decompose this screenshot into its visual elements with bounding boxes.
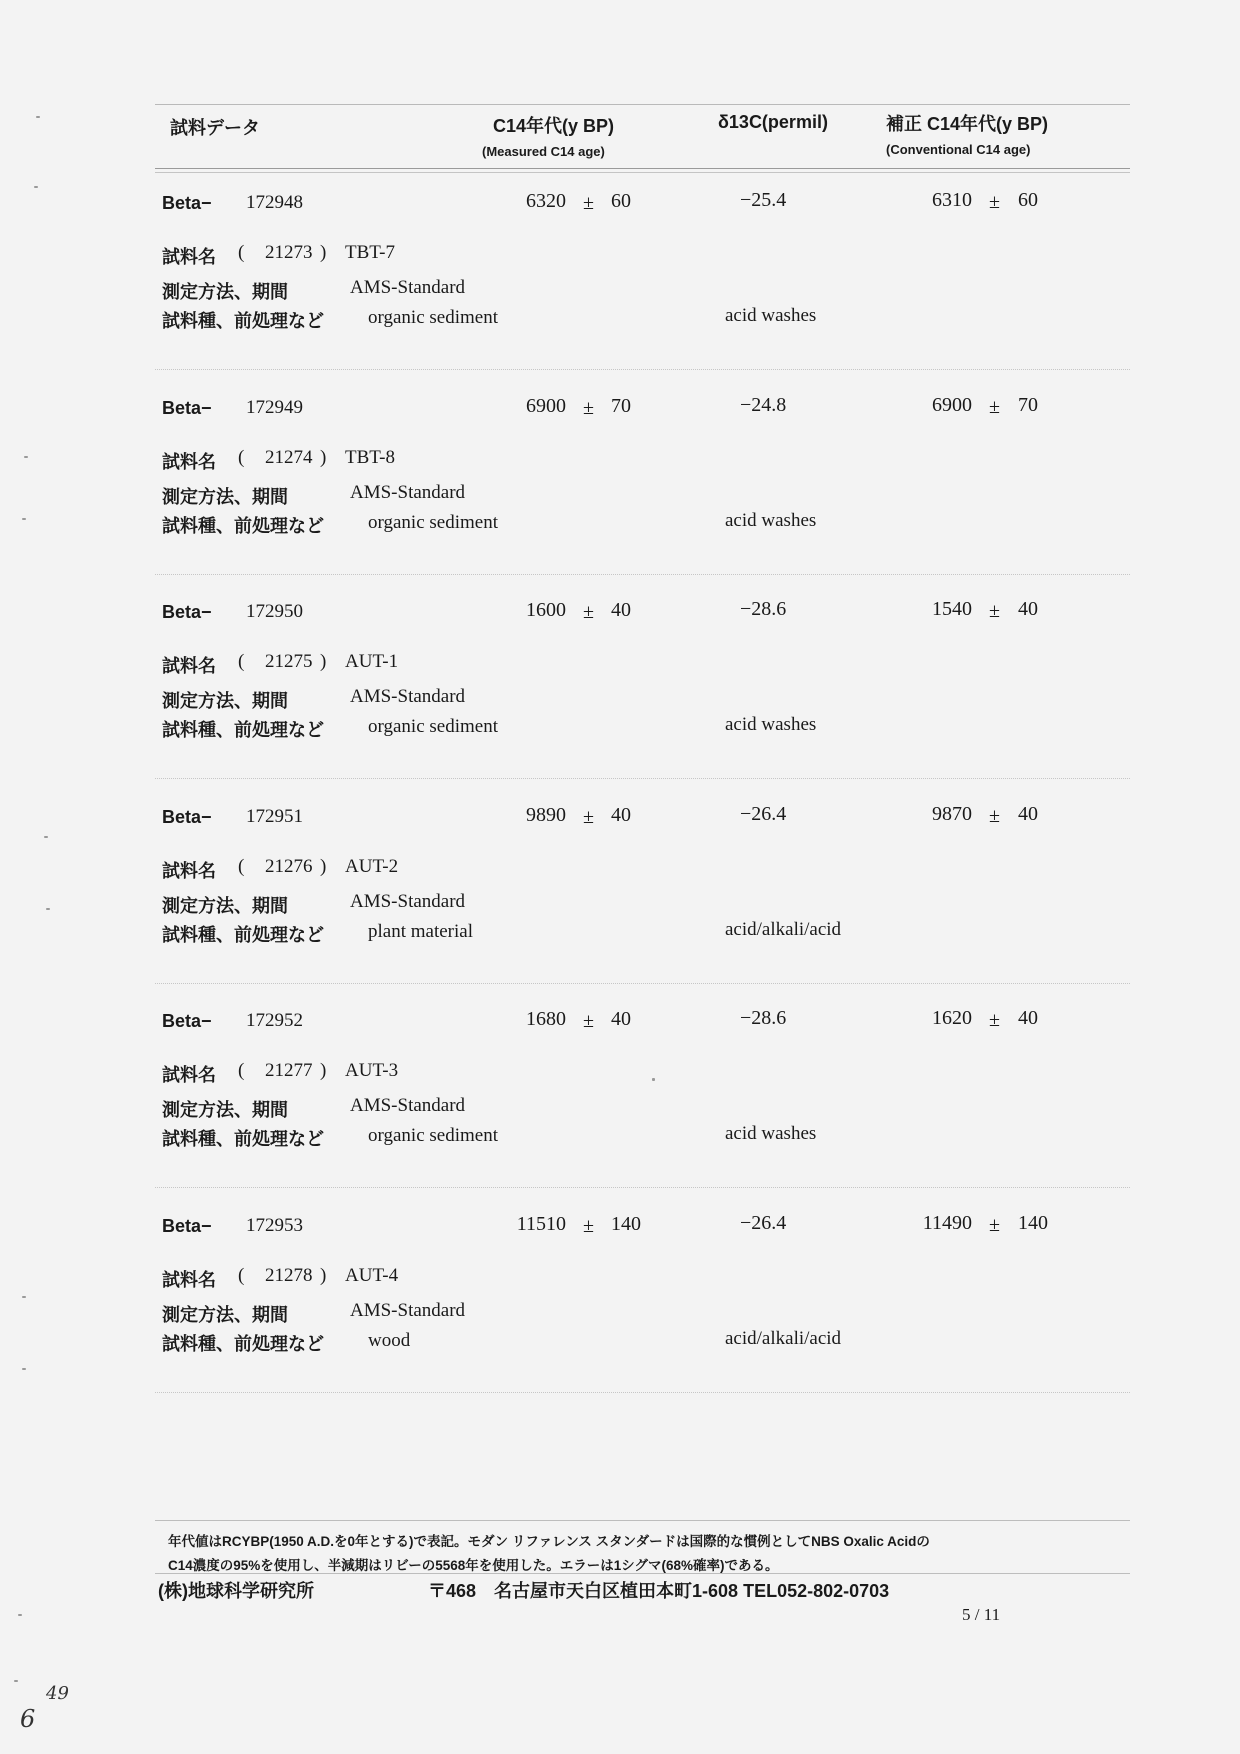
material-label: 試料種、前処理など bbox=[162, 516, 324, 536]
scan-speck bbox=[22, 1368, 26, 1370]
lab-address: 〒468 名古屋市天白区植田本町1-608 TEL052-802-0703 bbox=[428, 1581, 890, 1601]
record-separator bbox=[155, 574, 1130, 575]
conventional-age: 1540 bbox=[932, 598, 972, 620]
pretreatment-value: acid washes bbox=[725, 714, 817, 735]
header-corrected-age: 補正 C14年代(y BP) bbox=[886, 114, 1049, 134]
lab-name: (株)地球科学研究所 bbox=[158, 1581, 314, 1601]
beta-number: 172952 bbox=[246, 1010, 303, 1031]
conventional-age: 11490 bbox=[922, 1212, 972, 1234]
scan-speck bbox=[18, 1614, 22, 1616]
method-value: AMS-Standard bbox=[350, 891, 466, 912]
beta-number: 172948 bbox=[246, 192, 303, 213]
sample-id: AUT-4 bbox=[345, 1265, 399, 1286]
measured-age-plus-minus: ± bbox=[583, 601, 594, 623]
sample-name-label: 試料名 bbox=[162, 1270, 216, 1290]
header-corrected-age-sub: (Conventional C14 age) bbox=[886, 142, 1031, 157]
record-separator bbox=[155, 1392, 1130, 1393]
measured-age-error: 40 bbox=[611, 599, 631, 621]
d13c-value: −25.4 bbox=[740, 189, 787, 211]
footer-note-line-2: C14濃度の95%を使用し、半減期はリビーの5568年を使用した。エラーは1シグマ(68%確率)である。 bbox=[168, 1558, 779, 1573]
sample-name-label: 試料名 bbox=[162, 861, 216, 881]
sample-paren-close: ) bbox=[320, 856, 327, 877]
material-value: wood bbox=[368, 1330, 411, 1351]
sample-paren-close: ) bbox=[320, 1265, 327, 1286]
d13c-value: −28.6 bbox=[740, 598, 787, 620]
conventional-age-error: 40 bbox=[1018, 598, 1038, 620]
material-value: plant material bbox=[368, 921, 473, 942]
method-value: AMS-Standard bbox=[350, 277, 466, 298]
pretreatment-value: acid/alkali/acid bbox=[725, 919, 842, 940]
handwritten-note-b: 6 bbox=[20, 1705, 36, 1733]
material-value: organic sediment bbox=[368, 307, 498, 328]
sample-paren-close: ) bbox=[320, 447, 327, 468]
d13c-value: −26.4 bbox=[740, 1212, 787, 1234]
header-bottom-rule bbox=[155, 168, 1130, 173]
sample-paren-open: ( bbox=[238, 1265, 245, 1286]
beta-label: Beta− bbox=[162, 193, 212, 213]
conventional-age-plus-minus: ± bbox=[989, 1009, 1000, 1031]
method-label: 測定方法、期間 bbox=[162, 896, 288, 916]
measured-age: 9890 bbox=[526, 804, 566, 826]
sample-id: AUT-1 bbox=[345, 651, 399, 672]
record-separator bbox=[155, 983, 1130, 984]
measured-age-error: 60 bbox=[611, 190, 631, 212]
footer-top-rule bbox=[155, 1520, 1130, 1521]
conventional-age-plus-minus: ± bbox=[989, 1214, 1000, 1236]
material-value: organic sediment bbox=[368, 1125, 498, 1146]
conventional-age-plus-minus: ± bbox=[989, 191, 1000, 213]
handwritten-note-a: 49 bbox=[46, 1683, 69, 1704]
sample-name-label: 試料名 bbox=[162, 247, 216, 267]
beta-number: 172951 bbox=[246, 806, 303, 827]
beta-number: 172950 bbox=[246, 601, 303, 622]
scan-speck bbox=[34, 186, 38, 188]
sample-paren-open: ( bbox=[238, 447, 245, 468]
scan-speck bbox=[24, 456, 28, 458]
d13c-value: −24.8 bbox=[740, 394, 787, 416]
scan-speck bbox=[22, 518, 26, 520]
scan-speck bbox=[22, 1296, 26, 1298]
conventional-age-error: 40 bbox=[1018, 803, 1038, 825]
measured-age: 6900 bbox=[526, 395, 566, 417]
conventional-age: 6900 bbox=[932, 394, 972, 416]
scan-speck bbox=[44, 836, 48, 838]
sample-paren-open: ( bbox=[238, 651, 245, 672]
material-label: 試料種、前処理など bbox=[162, 720, 324, 740]
material-value: organic sediment bbox=[368, 512, 498, 533]
measured-age-error: 40 bbox=[611, 1008, 631, 1030]
conventional-age-error: 70 bbox=[1018, 394, 1038, 416]
method-label: 測定方法、期間 bbox=[162, 282, 288, 302]
measured-age-plus-minus: ± bbox=[583, 1010, 594, 1032]
sample-id: TBT-7 bbox=[345, 242, 395, 263]
method-value: AMS-Standard bbox=[350, 1300, 466, 1321]
scan-speck bbox=[36, 116, 40, 118]
conventional-age: 1620 bbox=[932, 1007, 972, 1029]
beta-label: Beta− bbox=[162, 602, 212, 622]
sample-number: 21275 bbox=[265, 651, 313, 672]
beta-label: Beta− bbox=[162, 807, 212, 827]
scan-speck bbox=[14, 1680, 18, 1682]
material-label: 試料種、前処理など bbox=[162, 925, 324, 945]
method-label: 測定方法、期間 bbox=[162, 1100, 288, 1120]
sample-number: 21274 bbox=[265, 447, 313, 468]
measured-age-plus-minus: ± bbox=[583, 397, 594, 419]
conventional-age: 9870 bbox=[932, 803, 972, 825]
header-sample-data: 試料データ bbox=[170, 118, 260, 138]
conventional-age-error: 140 bbox=[1018, 1212, 1048, 1234]
method-label: 測定方法、期間 bbox=[162, 487, 288, 507]
page-number: 5 / 11 bbox=[962, 1605, 1001, 1624]
conventional-age-plus-minus: ± bbox=[989, 396, 1000, 418]
pretreatment-value: acid/alkali/acid bbox=[725, 1328, 842, 1349]
measured-age: 1680 bbox=[526, 1008, 566, 1030]
conventional-age-error: 60 bbox=[1018, 189, 1038, 211]
method-value: AMS-Standard bbox=[350, 482, 466, 503]
sample-paren-close: ) bbox=[320, 1060, 327, 1081]
sample-number: 21277 bbox=[265, 1060, 313, 1081]
beta-label: Beta− bbox=[162, 1216, 212, 1236]
sample-name-label: 試料名 bbox=[162, 452, 216, 472]
record-separator bbox=[155, 369, 1130, 370]
conventional-age-error: 40 bbox=[1018, 1007, 1038, 1029]
record-separator bbox=[155, 1187, 1130, 1188]
method-value: AMS-Standard bbox=[350, 1095, 466, 1116]
conventional-age-plus-minus: ± bbox=[989, 805, 1000, 827]
conventional-age: 6310 bbox=[932, 189, 972, 211]
measured-age: 1600 bbox=[526, 599, 566, 621]
record-separator bbox=[155, 778, 1130, 779]
sample-paren-open: ( bbox=[238, 242, 245, 263]
pretreatment-value: acid washes bbox=[725, 305, 817, 326]
measured-age: 6320 bbox=[526, 190, 566, 212]
footer-mid-rule bbox=[155, 1573, 1130, 1574]
material-label: 試料種、前処理など bbox=[162, 311, 324, 331]
measured-age: 11510 bbox=[516, 1213, 566, 1235]
sample-number: 21278 bbox=[265, 1265, 313, 1286]
d13c-value: −26.4 bbox=[740, 803, 787, 825]
measured-age-error: 70 bbox=[611, 395, 631, 417]
conventional-age-plus-minus: ± bbox=[989, 600, 1000, 622]
material-label: 試料種、前処理など bbox=[162, 1129, 324, 1149]
material-value: organic sediment bbox=[368, 716, 498, 737]
beta-number: 172949 bbox=[246, 397, 303, 418]
method-label: 測定方法、期間 bbox=[162, 691, 288, 711]
sample-paren-open: ( bbox=[238, 856, 245, 877]
footer-note-line-1: 年代値はRCYBP(1950 A.D.を0年とする)で表記。モダン リファレンス スタンダードは国際的な慣例としてNBS Oxalic Acidの bbox=[168, 1534, 930, 1549]
measured-age-plus-minus: ± bbox=[583, 1215, 594, 1237]
method-label: 測定方法、期間 bbox=[162, 1305, 288, 1325]
sample-id: AUT-2 bbox=[345, 856, 399, 877]
material-label: 試料種、前処理など bbox=[162, 1334, 324, 1354]
header-d13c: δ13C(permil) bbox=[718, 112, 828, 132]
sample-id: TBT-8 bbox=[345, 447, 395, 468]
beta-label: Beta− bbox=[162, 1011, 212, 1031]
header-c14-age-sub: (Measured C14 age) bbox=[482, 144, 605, 159]
measured-age-error: 140 bbox=[611, 1213, 641, 1235]
scan-speck bbox=[46, 908, 50, 910]
method-value: AMS-Standard bbox=[350, 686, 466, 707]
sample-paren-close: ) bbox=[320, 651, 327, 672]
sample-paren-close: ) bbox=[320, 242, 327, 263]
sample-id: AUT-3 bbox=[345, 1060, 399, 1081]
pretreatment-value: acid washes bbox=[725, 510, 817, 531]
sample-number: 21276 bbox=[265, 856, 313, 877]
beta-label: Beta− bbox=[162, 398, 212, 418]
scan-speck bbox=[652, 1078, 655, 1081]
sample-number: 21273 bbox=[265, 242, 313, 263]
sample-paren-open: ( bbox=[238, 1060, 245, 1081]
header-c14-age: C14年代(y BP) bbox=[493, 116, 615, 136]
header-top-rule bbox=[155, 104, 1130, 105]
sample-name-label: 試料名 bbox=[162, 1065, 216, 1085]
d13c-value: −28.6 bbox=[740, 1007, 787, 1029]
measured-age-error: 40 bbox=[611, 804, 631, 826]
beta-number: 172953 bbox=[246, 1215, 303, 1236]
measured-age-plus-minus: ± bbox=[583, 806, 594, 828]
sample-name-label: 試料名 bbox=[162, 656, 216, 676]
pretreatment-value: acid washes bbox=[725, 1123, 817, 1144]
measured-age-plus-minus: ± bbox=[583, 192, 594, 214]
